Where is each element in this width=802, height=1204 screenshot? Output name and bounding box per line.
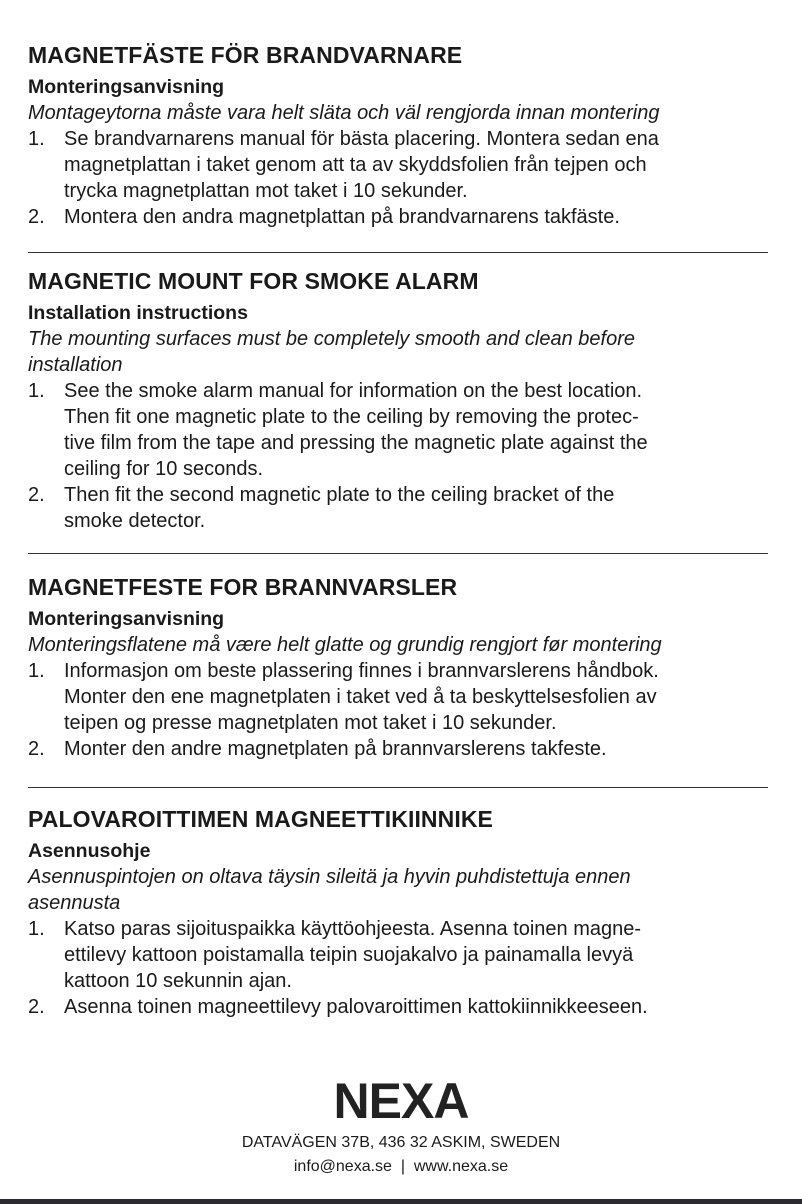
list-item xyxy=(28,126,773,204)
item-line: teipen og presse magnetplaten mot taket i 10 sekunder. xyxy=(64,712,557,734)
intro-note xyxy=(28,632,773,658)
item-line: magnetplattan i taket genom att ta av skyddsfolien från tejpen och xyxy=(64,154,647,176)
section-subtitle: Asennusohje xyxy=(28,840,151,862)
item-number: 1. xyxy=(28,918,45,940)
item-line: ceiling for 10 seconds. xyxy=(64,458,264,480)
intro-line: Monteringsflatene må være helt glatte og grundig rengjort før montering xyxy=(28,634,662,656)
divider xyxy=(28,553,768,554)
item-number: 2. xyxy=(28,206,45,228)
item-line: kattoon 10 sekunnin ajan. xyxy=(64,970,292,992)
list-item xyxy=(28,658,773,736)
list-item xyxy=(28,378,773,482)
intro-note xyxy=(28,100,773,126)
intro-line: Montageytorna måste vara helt släta och väl rengjorda innan montering xyxy=(28,102,660,124)
item-number: 1. xyxy=(28,380,45,402)
item-line: Then fit the second magnetic plate to the ceiling bracket of the xyxy=(64,484,615,506)
section xyxy=(28,266,773,534)
item-line: Monter den ene magnetplaten i taket ved å ta beskyttelsesfolien av xyxy=(64,686,657,708)
item-line: ettilevy kattoon poistamalla teipin suojakalvo ja painamalla levyä xyxy=(64,944,634,966)
list-item xyxy=(28,916,773,994)
section-title: MAGNETFESTE FOR BRANNVARSLER xyxy=(28,574,458,600)
section-subtitle: Monteringsanvisning xyxy=(28,608,225,630)
list-item xyxy=(28,994,773,1020)
email-link[interactable]: info@nexa.se xyxy=(293,1158,392,1175)
item-line: Katso paras sijoituspaikka käyttöohjeesta. Asenna toinen magne- xyxy=(64,918,642,940)
item-line: Monter den andre magnetplaten på brannvarslerens takfeste. xyxy=(64,738,607,760)
intro-line: installation xyxy=(28,354,123,376)
item-number: 1. xyxy=(28,660,45,682)
section-subtitle: Monteringsanvisning xyxy=(28,76,225,98)
section-title: PALOVAROITTIMEN MAGNEETTIKIINNIKE xyxy=(28,806,493,832)
section-title: MAGNETIC MOUNT FOR SMOKE ALARM xyxy=(28,268,479,294)
item-number: 2. xyxy=(28,738,45,760)
item-line: See the smoke alarm manual for information on the best location. xyxy=(64,380,643,402)
item-line: Se brandvarnarens manual för bästa placering. Montera sedan ena xyxy=(64,128,659,150)
item-number: 2. xyxy=(28,996,45,1018)
section xyxy=(28,572,773,762)
website-link[interactable]: www.nexa.se xyxy=(413,1158,509,1175)
intro-line: The mounting surfaces must be completely smooth and clean before xyxy=(28,328,635,350)
section-title: MAGNETFÄSTE FÖR BRANDVARNARE xyxy=(28,42,463,68)
nexa-logo: NEXA xyxy=(333,1073,469,1129)
item-number: 1. xyxy=(28,128,45,150)
intro-note xyxy=(28,326,773,378)
item-line: Then fit one magnetic plate to the ceiling by removing the protec- xyxy=(64,406,639,428)
item-line: tive film from the tape and pressing the magnetic plate against the xyxy=(64,432,648,454)
contact-line xyxy=(0,1158,802,1176)
item-number: 2. xyxy=(28,484,45,506)
divider xyxy=(28,787,768,788)
intro-line: Asennuspintojen on oltava täysin sileitä ja hyvin puhdistettuja ennen xyxy=(28,866,631,888)
list-item xyxy=(28,482,773,534)
intro-line: asennusta xyxy=(28,892,121,914)
section xyxy=(28,40,773,230)
section xyxy=(28,804,773,1020)
item-line: Informasjon om beste plassering finnes i brannvarslerens håndbok. xyxy=(64,660,659,682)
separator: | xyxy=(400,1158,405,1175)
intro-note xyxy=(28,864,773,916)
item-line: trycka magnetplattan mot taket i 10 sekunder. xyxy=(64,180,468,202)
bottom-bar xyxy=(0,1199,802,1204)
item-line: Asenna toinen magneettilevy palovaroittimen kattokiinnikkeeseen. xyxy=(64,996,648,1018)
section-subtitle: Installation instructions xyxy=(28,302,248,324)
item-line: smoke detector. xyxy=(64,510,206,532)
list-item xyxy=(28,204,773,230)
divider xyxy=(28,252,768,253)
list-item xyxy=(28,736,773,762)
item-line: Montera den andra magnetplattan på brandvarnarens takfäste. xyxy=(64,206,620,228)
address: DATAVÄGEN 37B, 436 32 ASKIM, SWEDEN xyxy=(241,1134,561,1151)
